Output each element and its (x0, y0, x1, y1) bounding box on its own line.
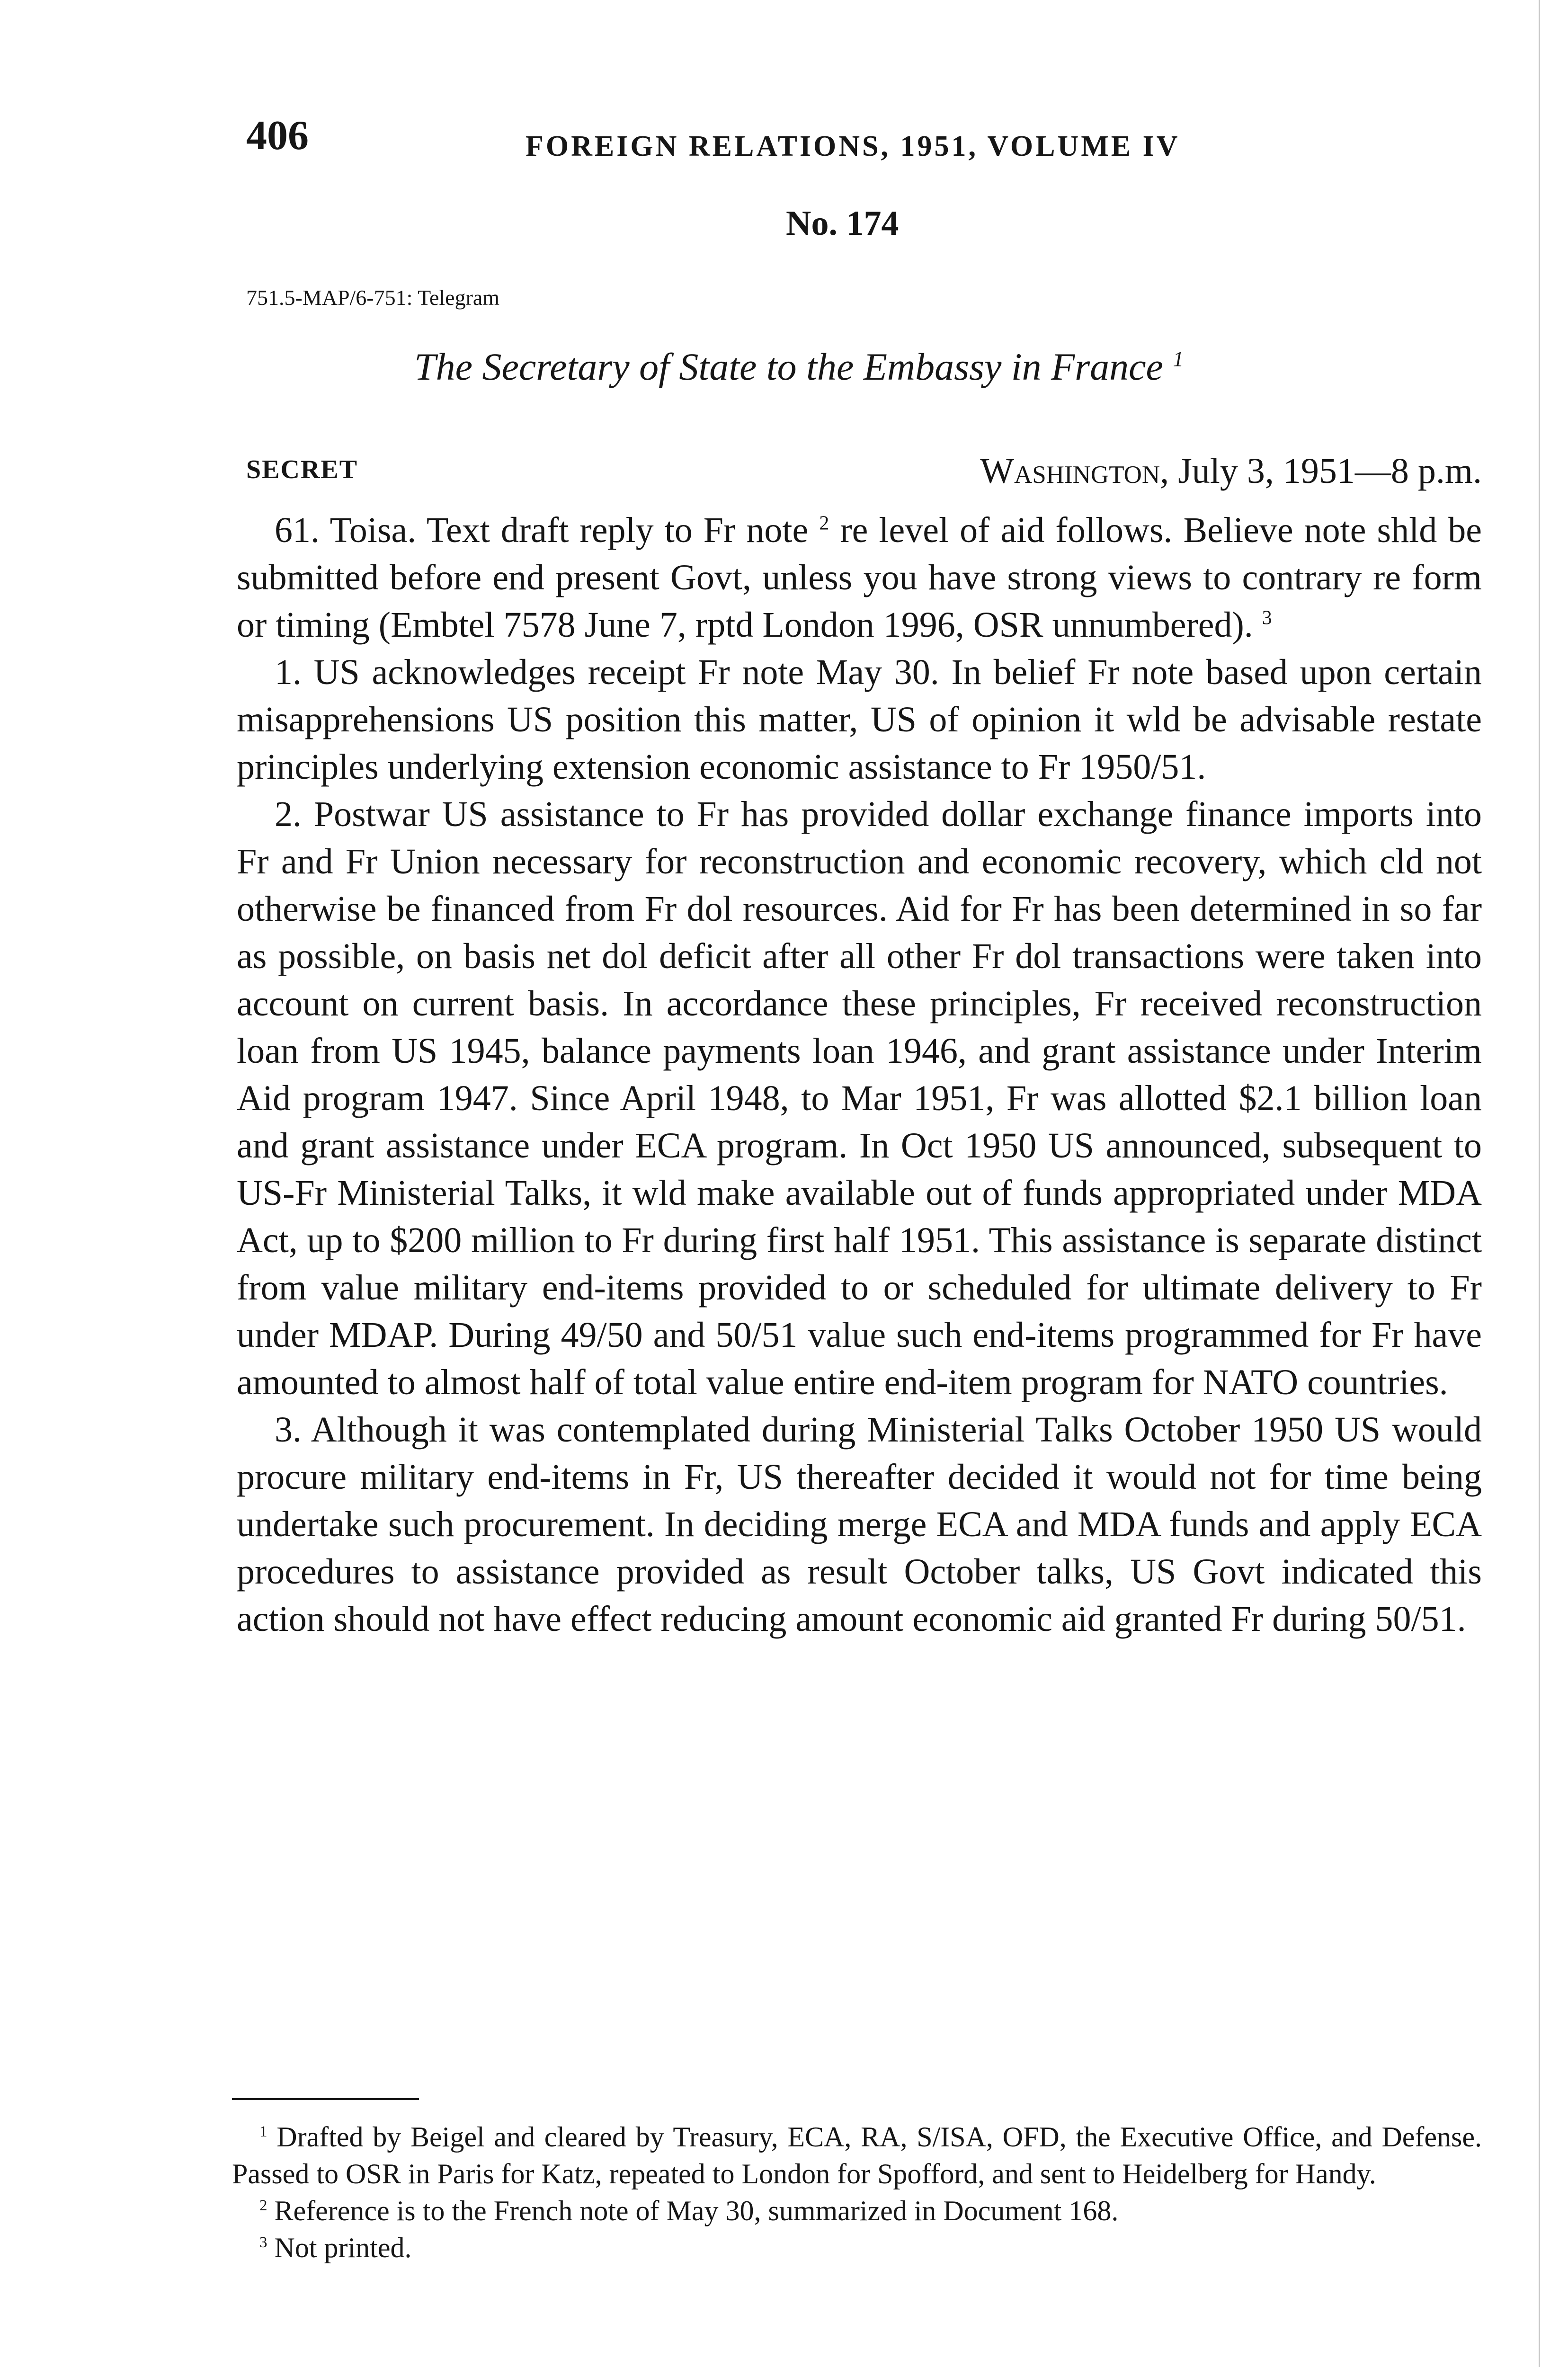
footnote-2-text: Reference is to the French note of May 30, summarized in Document 168. (274, 2195, 1119, 2226)
running-header (246, 112, 1496, 164)
footnote-1-mark: 1 (259, 2123, 267, 2140)
dateline (246, 451, 1482, 493)
scan-edge-line (1539, 0, 1540, 2367)
date: July 3, 1951—8 p.m. (1178, 451, 1482, 491)
paragraph-2: 2. Postwar US assistance to Fr has provided dollar exchange finance imports into Fr and Fr Union necessary for reconstruction and economic recovery, which cld not otherwise be financed from Fr dol resources. Aid for Fr has been determined in so far as possible, on basis net dol deficit after all other Fr dol transactions were taken into account on current basis. In accordance these principles, Fr received reconstruction loan from US 1945, balance payments loan 1946, and grant assistance under Interim Aid program 1947. Since April 1948, to Mar 1951, Fr was allotted $2.1 billion loan and grant assistance under ECA program. In Oct 1950 US announced, subsequent to US-Fr Ministerial Talks, it wld make available out of funds appropriated under MDA Act, up to $200 million to Fr during first half 1951. This assistance is separate distinct from value military end-items provided to or scheduled for ultimate delivery to Fr under MDAP. During 49/50 and 50/51 value such end-items programmed for Fr have amounted to almost half of total value entire end-item program for NATO countries. (237, 794, 1482, 1402)
place-and-date (980, 451, 1482, 492)
footnote-1 (232, 2118, 1482, 2192)
footnote-1-text: Drafted by Beigel and cleared by Treasury, ECA, RA, S/ISA, OFD, the Executive Office, and Defense. Passed to OSR in Paris for Katz, repeated to London for Spofford, and sent to Heidelberg for Handy. (232, 2121, 1482, 2189)
footnote-2-mark: 2 (259, 2197, 267, 2214)
footnote-3 (232, 2229, 1482, 2266)
classification-label: SECRET (246, 455, 358, 484)
footnote-3-text: Not printed. (274, 2232, 412, 2263)
document-title (414, 345, 1184, 389)
page-number: 406 (246, 113, 309, 159)
intro-text-2: re level of aid follows. Believe note shld be submitted before end present Govt, unless you have strong views to contrary re form or timing (Embtel 7578 June 7, rptd London 1996, OSR unnumbered). (237, 510, 1482, 645)
telegram-body (237, 507, 1482, 1643)
document-title-text: The Secretary of State to the Embassy in France (414, 345, 1163, 388)
running-title: FOREIGN RELATIONS, 1951, VOLUME IV (526, 130, 1180, 162)
paragraph-1: 1. US acknowledges receipt Fr note May 30. In belief Fr note based upon certain misapprehensions US position this matter, US of opinion it wld be advisable restate principles underlying extension economic assistance to Fr 1950/51. (237, 652, 1482, 787)
document-number: No. 174 (786, 204, 899, 243)
paragraph-3: 3. Although it was contemplated during Ministerial Talks October 1950 US would procure military end-items in Fr, US thereafter decided it would not for time being undertake such procurement. In deciding merge ECA and MDA funds and apply ECA procedures to assistance provided as result October talks, US Govt indicated this action should not have effect reducing amount economic aid granted Fr during 50/51. (237, 1410, 1482, 1639)
footnote-mark-3: 3 (1262, 607, 1272, 629)
footnotes (232, 2118, 1482, 2266)
paragraph-intro (237, 507, 1482, 649)
footnote-2 (232, 2192, 1482, 2229)
footnote-mark-2: 2 (819, 512, 829, 534)
intro-text-1: 61. Toisa. Text draft reply to Fr note (275, 510, 809, 550)
place: Washington, (980, 451, 1169, 491)
footnote-divider (232, 2098, 419, 2100)
file-reference: 751.5-MAP/6-751: Telegram (246, 285, 500, 310)
footnote-3-mark: 3 (259, 2234, 267, 2251)
footnote-mark-1: 1 (1173, 347, 1184, 371)
